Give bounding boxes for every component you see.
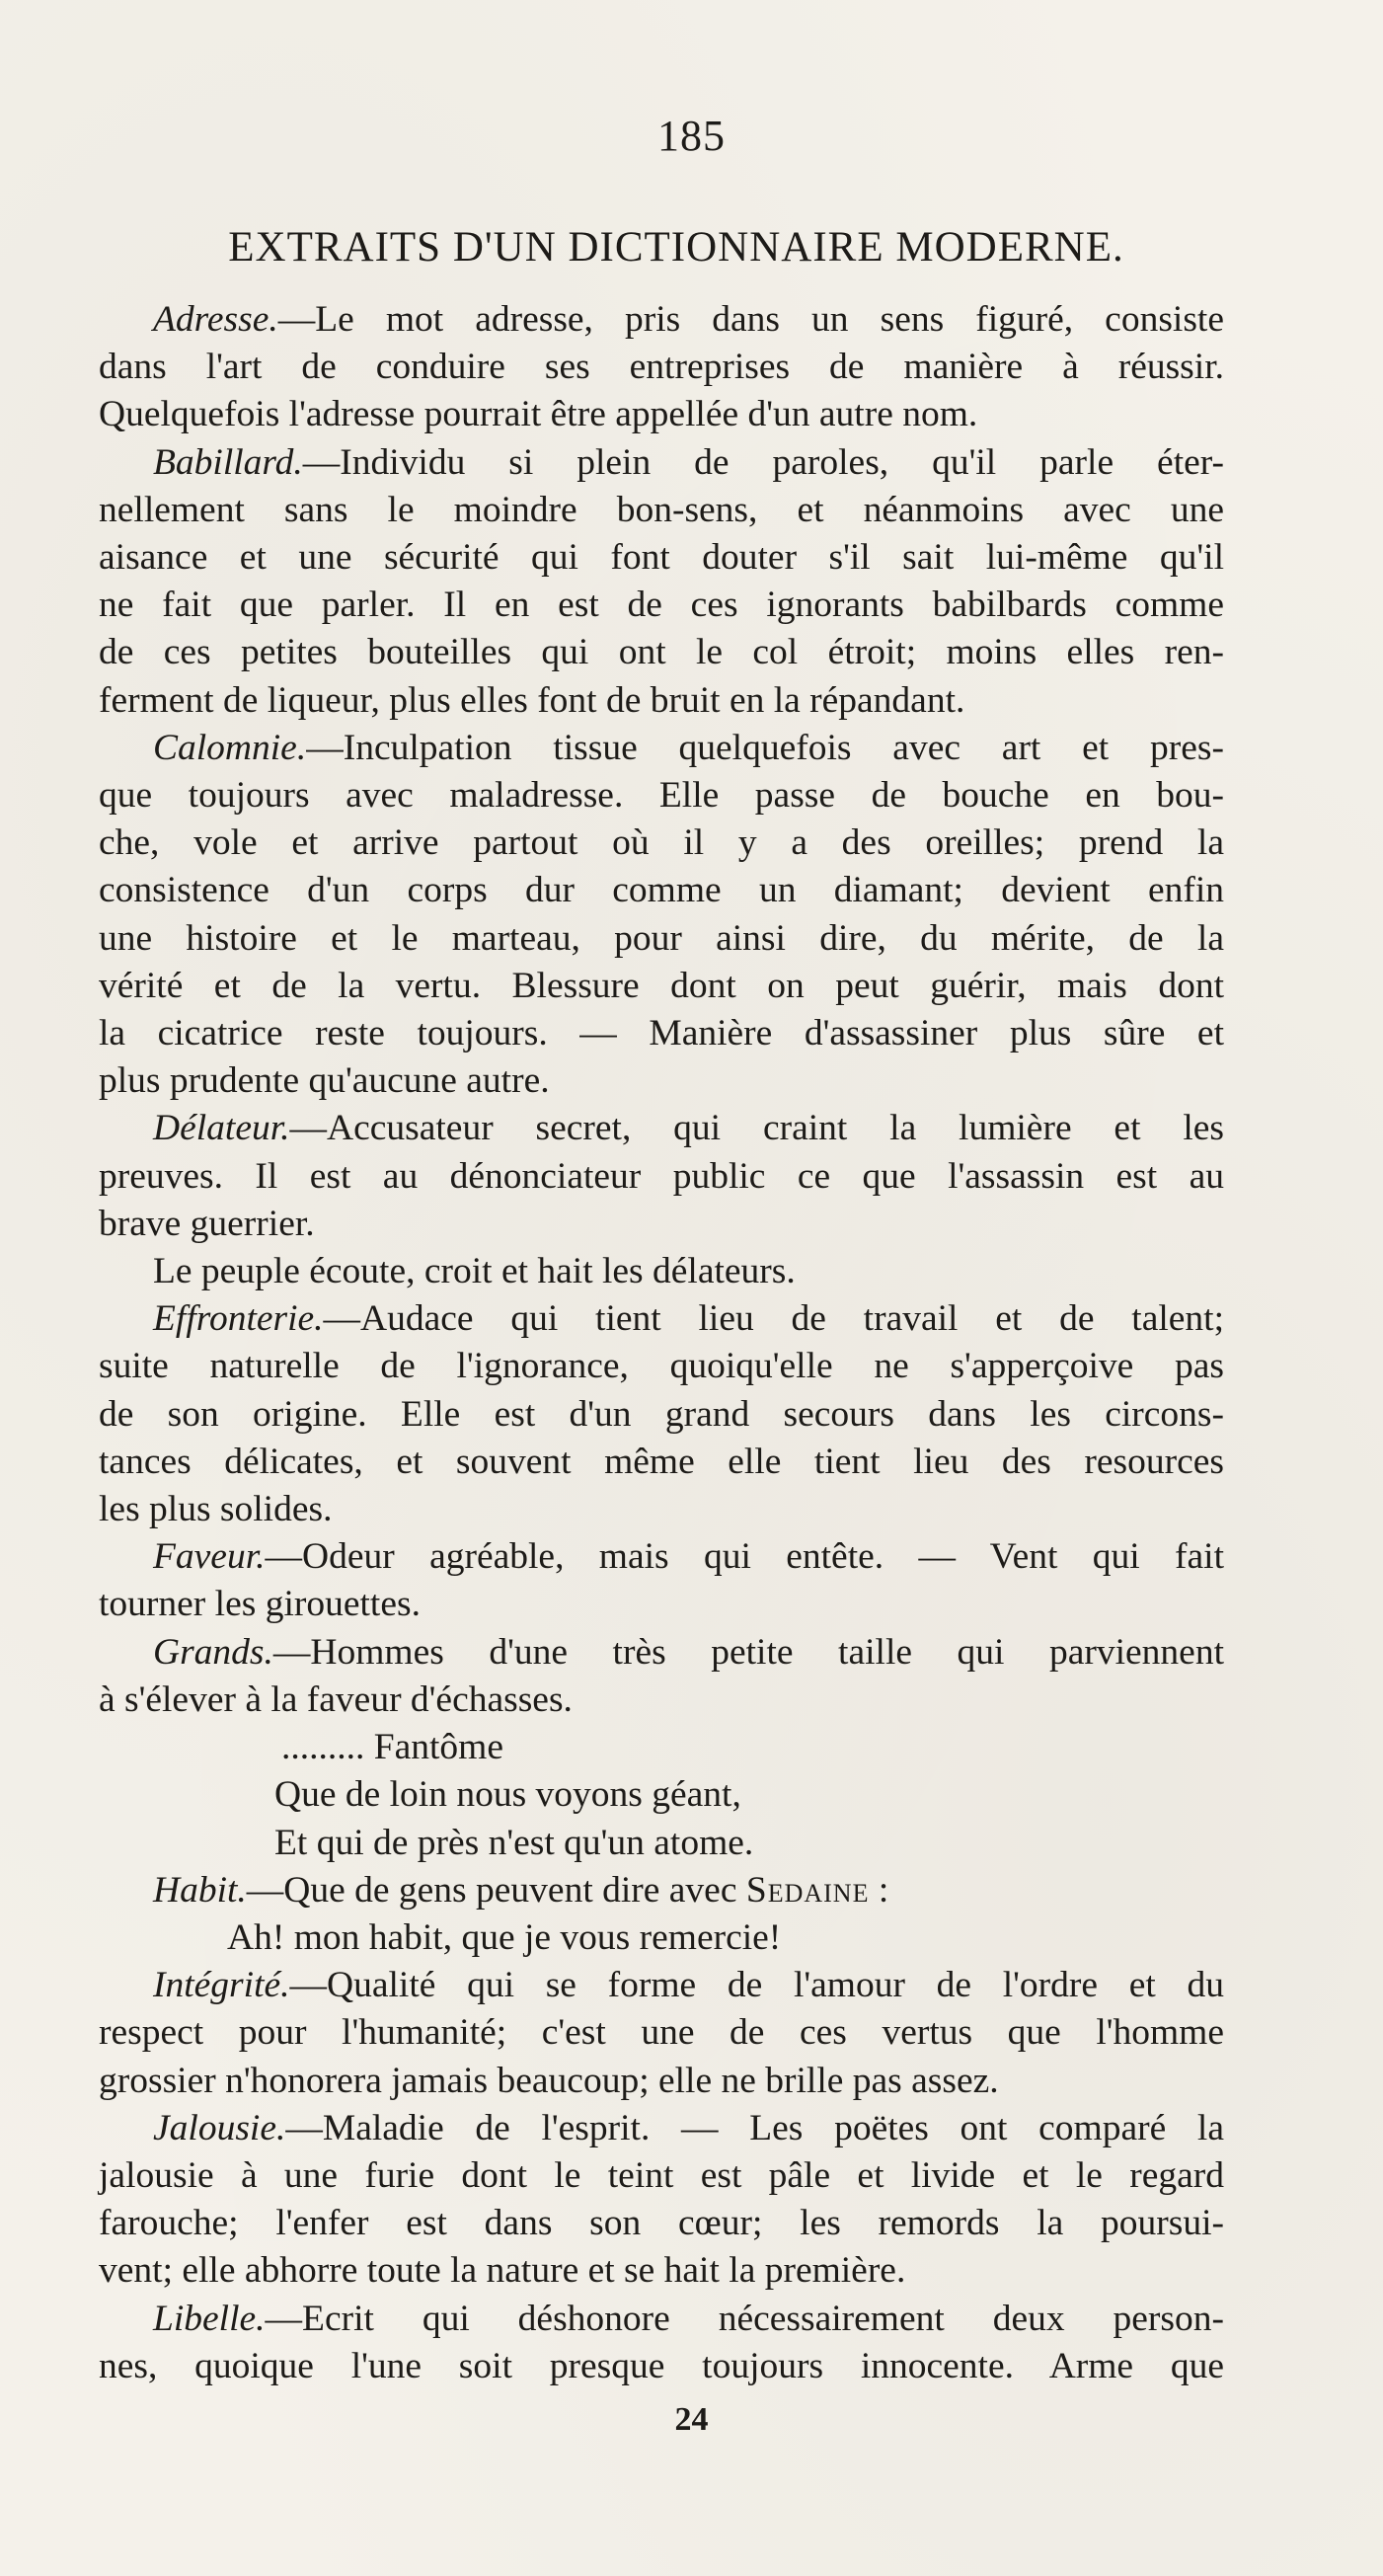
- entry-grands: Grands.—Hommes d'une très petite taille qui parviennent à s'élever à la faveur d'échasses.: [99, 1629, 1224, 1724]
- text-line: Odeur agréable, mais qui entête. — Vent qui fait: [302, 1536, 1224, 1578]
- verse-line: Et qui de près n'est qu'un atome.: [274, 1822, 754, 1863]
- quotation-line: Ah! mon habit, que je vous remercie!: [227, 1916, 782, 1958]
- text-line: respect pour l'humanité; c'est une de ces vertus que l'homme: [99, 2012, 1224, 2054]
- entry-delateur: Délateur.—Accusateur secret, qui craint la lumière et les preuves. Il est au dénonciateur public ce que l'assassin est au brave guerrier. Le peuple écoute, croit et hait les délateurs.: [99, 1105, 1224, 1295]
- verse-quotation: [99, 1724, 1224, 1867]
- text-line: que toujours avec maladresse. Elle passe de bouche en bou-: [99, 775, 1224, 817]
- text-line: Accusateur secret, qui craint la lumière et les: [327, 1108, 1224, 1149]
- entry-term: Délateur.: [153, 1108, 290, 1149]
- page-number: 185: [657, 112, 726, 160]
- text-line: aisance et une sécurité qui font douter s'il sait lui-même qu'il: [99, 537, 1224, 579]
- text-line: plus prudente qu'aucune autre.: [99, 1060, 550, 1102]
- text-line: Inculpation tissue quelquefois avec art et pres-: [343, 727, 1224, 768]
- text-line: brave guerrier.: [99, 1203, 315, 1244]
- text-line: farouche; l'enfer est dans son cœur; les remords la poursui-: [99, 2203, 1224, 2244]
- text-line: jalousie à une furie dont le teint est pâle et livide et le regard: [99, 2154, 1224, 2196]
- text-line: Ecrit qui déshonore nécessairement deux person-: [302, 2298, 1224, 2339]
- text-line: consistence d'un corps dur comme un diamant; devient enfin: [99, 870, 1224, 911]
- text-line: nes, quoique l'une soit presque toujours innocente. Arme que: [99, 2345, 1224, 2386]
- entry-term: Jalousie.: [153, 2107, 286, 2148]
- entry-term: Effronterie.: [153, 1298, 324, 1340]
- signature-mark: 24: [674, 2401, 709, 2438]
- author-name: Sedaine: [745, 1869, 870, 1911]
- entry-adresse: Adresse.—Le mot adresse, pris dans un sens figuré, consiste dans l'art de conduire ses entreprises de manière à réussir. Quelquefois l'adresse pourrait être appellée d'un autre nom.: [99, 296, 1224, 439]
- entry-babillard: Babillard.—Individu si plein de paroles, qu'il parle éter- nellement sans le moindre bon-sens, et néanmoins avec une aisance et une sécurité qui font douter s'il sait lui-même qu'il ne fait que parler. Il en est de ces ignorants babilbards comme de ces petites bouteilles qui ont le col étroit; moins elles ren- ferment de liqueur, plus elles font de bruit en la répandant.: [99, 439, 1224, 725]
- entry-term: Intégrité.: [153, 1965, 290, 2006]
- entry-integrite: Intégrité.—Qualité qui se forme de l'amour de l'ordre et du respect pour l'humanité; c'est une de ces vertus que l'homme grossier n'honorera jamais beaucoup; elle ne brille pas assez.: [99, 1962, 1224, 2105]
- entry-habit: Habit.—Que de gens peuvent dire avec Sedaine : Ah! mon habit, que je vous remercie!: [99, 1867, 1224, 1962]
- verse-line: ......... Fantôme: [281, 1727, 503, 1768]
- verse-line: Que de loin nous voyons géant,: [274, 1774, 741, 1816]
- text-line: Audace qui tient lieu de travail et de talent;: [360, 1298, 1224, 1340]
- text-line: tourner les girouettes.: [99, 1584, 421, 1625]
- entry-calomnie: Calomnie.—Inculpation tissue quelquefois avec art et pres- que toujours avec maladresse. Elle passe de bouche en bou- che, vole et arrive partout où il y a des oreilles; prend la consistence d'un corps dur comme un diamant; devient enfin une histoire et le marteau, pour ainsi dire, du mérite, de la vérité et de la vertu. Blessure dont on peut guérir, mais dont la cicatrice reste toujours. — Manière d'assassiner plus sûre et plus prudente qu'aucune autre.: [99, 725, 1224, 1106]
- entry-faveur: Faveur.—Odeur agréable, mais qui entête. — Vent qui fait tourner les girouettes.: [99, 1533, 1224, 1628]
- text-line: suite naturelle de l'ignorance, quoiqu'elle ne s'apperçoive pas: [99, 1346, 1224, 1387]
- dictionary-text: [99, 296, 1224, 2390]
- text-line: vérité et de la vertu. Blessure dont on peut guérir, mais dont: [99, 965, 1224, 1006]
- text-line: les plus solides.: [99, 1489, 333, 1530]
- text-line: Hommes d'une très petite taille qui parviennent: [310, 1631, 1224, 1673]
- text-line: Quelquefois l'adresse pourrait être appellée d'un autre nom.: [99, 394, 978, 435]
- entry-term: Adresse.: [153, 299, 278, 340]
- text-line: Le peuple écoute, croit et hait les délateurs.: [153, 1251, 796, 1292]
- text-line: nellement sans le moindre bon-sens, et néanmoins avec une: [99, 489, 1224, 530]
- entry-term: Calomnie.: [153, 727, 307, 768]
- text-line: Le mot adresse, pris dans un sens figuré, consiste: [315, 299, 1224, 340]
- entry-term: Habit.: [153, 1869, 247, 1911]
- text-line: une histoire et le marteau, pour ainsi dire, du mérite, de la: [99, 917, 1224, 959]
- text-line: Individu si plein de paroles, qu'il parle éter-: [340, 441, 1224, 483]
- text-line: vent; elle abhorre toute la nature et se hait la première.: [99, 2250, 906, 2292]
- text-line: de ces petites bouteilles qui ont le col étroit; moins elles ren-: [99, 632, 1224, 673]
- text-line: Qualité qui se forme de l'amour de l'ordre et du: [327, 1965, 1224, 2006]
- entry-term: Faveur.: [153, 1536, 266, 1578]
- entry-term: Babillard.: [153, 441, 303, 483]
- entry-effronterie: Effronterie.—Audace qui tient lieu de travail et de talent; suite naturelle de l'ignorance, quoiqu'elle ne s'apperçoive pas de son origine. Elle est d'un grand secours dans les circons- tances délicates, et souvent même elle tient lieu des resources les plus solides.: [99, 1295, 1224, 1533]
- entry-term: Libelle.: [153, 2298, 266, 2339]
- entry-libelle: Libelle.—Ecrit qui déshonore nécessairement deux person- nes, quoique l'une soit presque toujours innocente. Arme que: [99, 2296, 1224, 2390]
- entry-jalousie: Jalousie.—Maladie de l'esprit. — Les poëtes ont comparé la jalousie à une furie dont le teint est pâle et livide et le regard farouche; l'enfer est dans son cœur; les remords la poursui- vent; elle abhorre toute la nature et se hait la première.: [99, 2105, 1224, 2296]
- text-line: à s'élever à la faveur d'échasses.: [99, 1678, 573, 1720]
- text-line: ne fait que parler. Il en est de ces ignorants babilbards comme: [99, 585, 1224, 626]
- text-line: la cicatrice reste toujours. — Manière d'assassiner plus sûre et: [99, 1013, 1224, 1054]
- text-line: che, vole et arrive partout où il y a des oreilles; prend la: [99, 822, 1224, 864]
- text-line: preuves. Il est au dénonciateur public ce que l'assassin est au: [99, 1155, 1224, 1197]
- text-line: dans l'art de conduire ses entreprises de manière à réussir.: [99, 347, 1224, 388]
- text-line: de son origine. Elle est d'un grand secours dans les circons-: [99, 1393, 1224, 1435]
- text-line: tances délicates, et souvent même elle tient lieu des resources: [99, 1441, 1224, 1482]
- text-line: Que de gens peuvent dire avec: [283, 1869, 737, 1911]
- entry-term: Grands.: [153, 1631, 273, 1673]
- text-line: ferment de liqueur, plus elles font de bruit en la répandant.: [99, 679, 965, 721]
- page-title: EXTRAITS D'UN DICTIONNAIRE MODERNE.: [228, 224, 1124, 271]
- text-line: grossier n'honorera jamais beaucoup; elle ne brille pas assez.: [99, 2060, 999, 2101]
- text-line: Maladie de l'esprit. — Les poëtes ont comparé la: [322, 2107, 1224, 2148]
